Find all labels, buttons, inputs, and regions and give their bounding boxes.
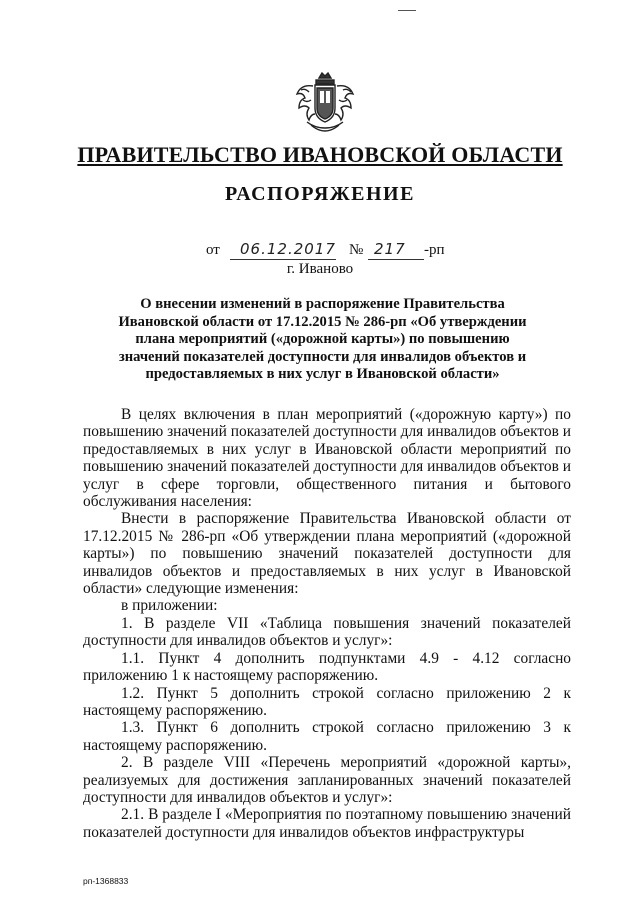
body-paragraph: 2.1. В разделе I «Мероприятия по поэтапному повышению значений показателей доступности для инвалидов объектов инфраструктуры xyxy=(83,806,571,841)
top-mark xyxy=(398,10,416,11)
body-paragraph: Внести в распоряжение Правительства Ивановской области от 17.12.2015 № 286-рп «Об утверждении плана мероприятий («дорожной карты») по повышению значений показателей доступности для инвалидов объектов и предоставляемых в них услуг в Ивановской области» следующие изменения: xyxy=(83,510,571,598)
coat-of-arms-icon xyxy=(289,70,361,134)
date-line xyxy=(206,240,506,262)
body-paragraph: 2. В разделе VIII «Перечень мероприятий «дорожной карты», реализуемых для достижения запланированных значений показателей доступности для инвалидов объектов и услуг»: xyxy=(83,754,571,806)
document-subject: О внесении изменений в распоряжение Правительства Ивановской области от 17.12.2015 № 286-рп «Об утверждении плана мероприятий («дорожной карты») по повышению значений показателей доступности для инвалидов объектов и предоставляемых в них услуг в Ивановской области» xyxy=(118,296,527,382)
number-suffix: -рп xyxy=(424,242,445,258)
document-type: РАСПОРЯЖЕНИЕ xyxy=(225,183,415,205)
date-underline xyxy=(230,259,336,260)
document-number: 217 xyxy=(374,240,406,258)
city: г. Иваново xyxy=(286,261,354,277)
body-paragraph: 1.1. Пункт 4 дополнить подпунктами 4.9 - 4.12 согласно приложению 1 к настоящему распоряжению. xyxy=(83,649,571,685)
body-paragraph: 1.2. Пункт 5 дополнить строкой согласно приложению 2 к настоящему распоряжению. xyxy=(83,684,571,719)
body-paragraph: В целях включения в план мероприятий («дорожную карту») по повышению значений показателей доступности для инвалидов объектов и предоставляемых в них услуг в Ивановской области мероприятий по повышению значений показателей доступности для инвалидов объектов и услуг в сфере торговли, общественного питания и бытового обслуживания населения: xyxy=(83,406,571,511)
body-paragraph: в приложении: xyxy=(121,597,218,615)
document-body xyxy=(83,406,571,841)
document-date: 06.12.2017 xyxy=(240,240,336,258)
from-label: от xyxy=(206,242,220,258)
number-label: № xyxy=(349,242,364,258)
document-code: рп-1368833 xyxy=(83,876,129,886)
government-title: ПРАВИТЕЛЬСТВО ИВАНОВСКОЙ ОБЛАСТИ xyxy=(77,142,563,167)
body-paragraph: 1. В разделе VII «Таблица повышения значений показателей доступности для инвалидов объектов и услуг»: xyxy=(83,614,571,650)
body-paragraph: 1.3. Пункт 6 дополнить строкой согласно приложению 3 к настоящему распоряжению. xyxy=(83,719,571,754)
number-underline xyxy=(368,259,424,260)
